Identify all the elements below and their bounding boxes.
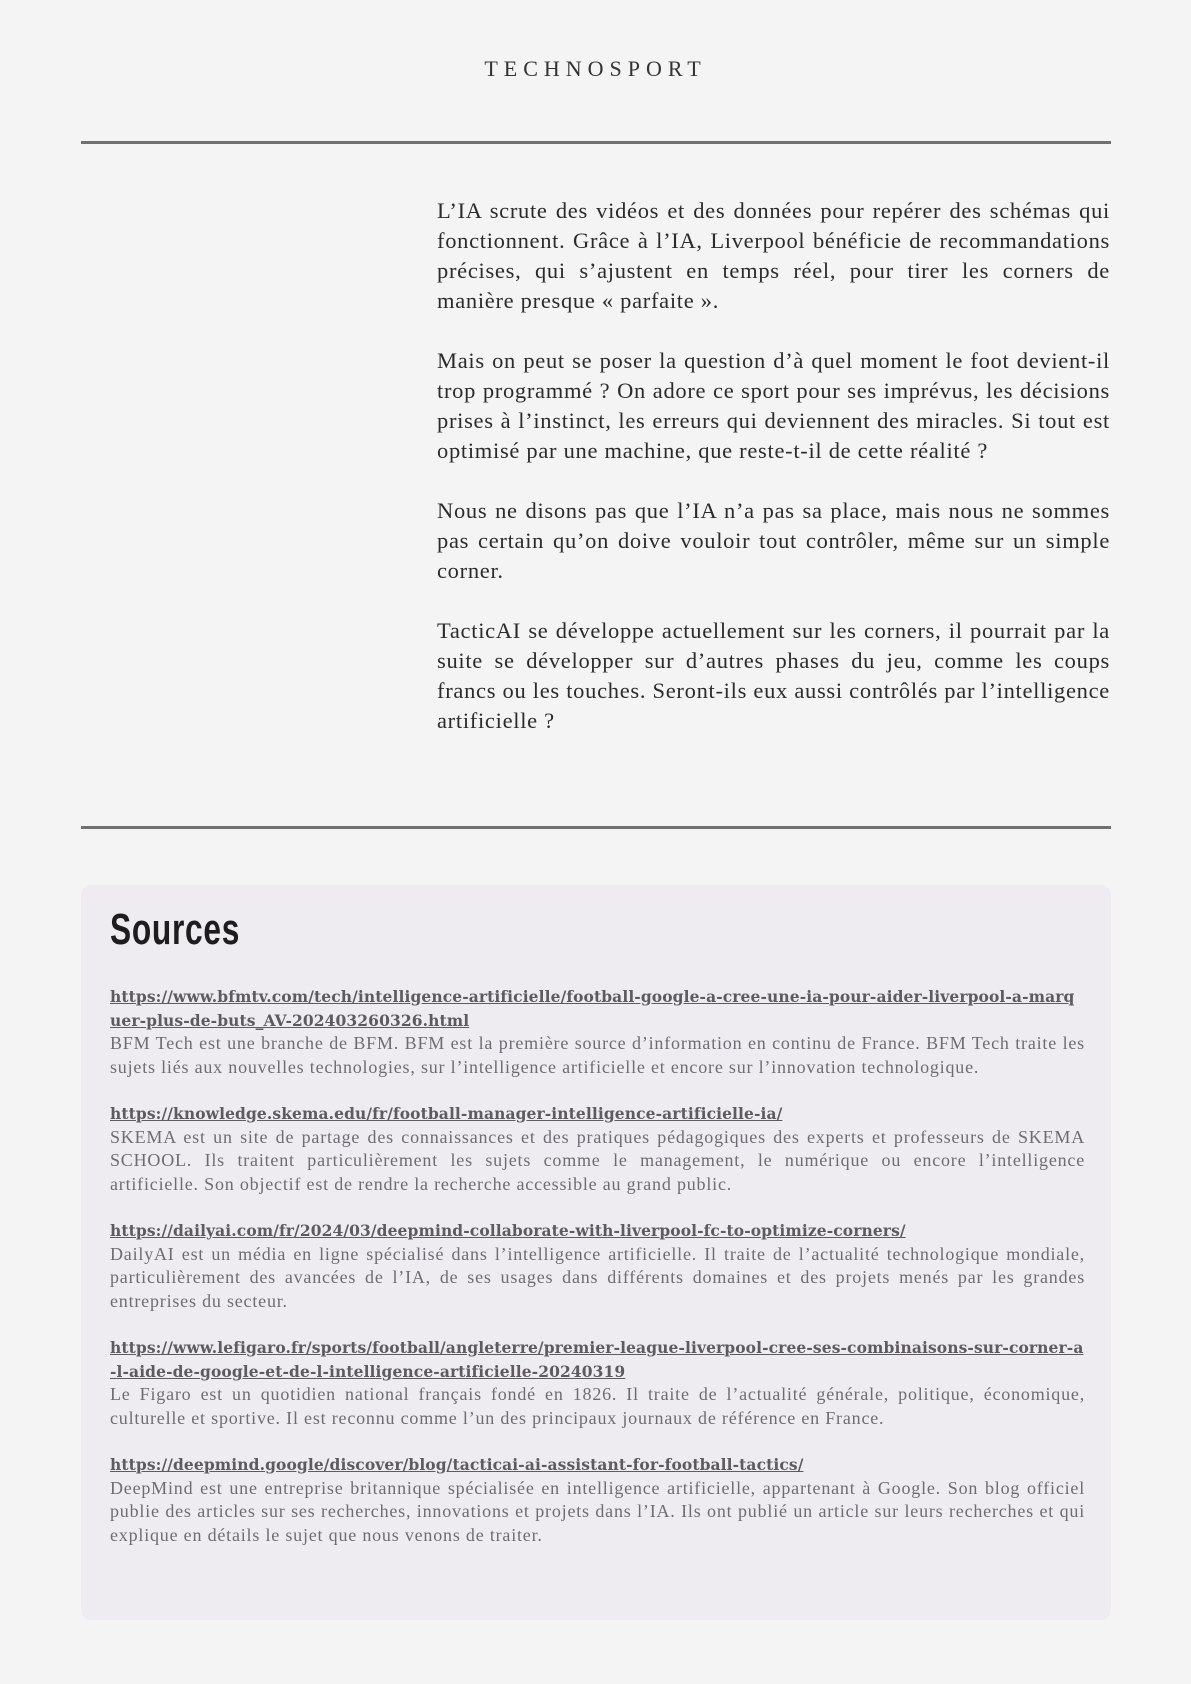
- source-link[interactable]: https://knowledge.skema.edu/fr/football-manager-intelligence-artificielle-ia/: [110, 1104, 783, 1123]
- source-item: [110, 985, 1085, 1079]
- article-body: [437, 196, 1110, 766]
- source-link[interactable]: https://www.lefigaro.fr/sports/football/angleterre/premier-league-liverpool-cree-ses-combinaisons-sur-corner-a-l-aide-de-google-et-de-l-intelligence-artificielle-20240319: [110, 1338, 1084, 1381]
- article-paragraph: Mais on peut se poser la question d’à quel moment le foot devient-il trop programmé ? On adore ce sport pour ses imprévus, les décisions prises à l’instinct, les erreurs qui deviennent des miracles. Si tout est optimisé par une machine, que reste-t-il de cette réalité ?: [437, 348, 1110, 463]
- sources-box: [81, 885, 1111, 1620]
- masthead: TECHNOSPORT: [484, 56, 707, 81]
- source-description: DeepMind est une entreprise britannique spécialisée en intelligence artificielle, appartenant à Google. Son blog officiel publie des articles sur ses recherches, innovations et projets dans l’IA. Ils ont publié un article sur leurs recherches et qui explique en détails le sujet que nous venons de traiter.: [110, 1477, 1085, 1545]
- source-link[interactable]: https://deepmind.google/discover/blog/tacticai-ai-assistant-for-football-tactics/: [110, 1455, 804, 1474]
- article-paragraph: Nous ne disons pas que l’IA n’a pas sa place, mais nous ne sommes pas certain qu’on doive vouloir tout contrôler, même sur un simple corner.: [437, 498, 1110, 583]
- bottom-divider: [81, 826, 1111, 829]
- source-description: BFM Tech est une branche de BFM. BFM est la première source d’information en continu de France. BFM Tech traite les sujets liés aux nouvelles technologies, sur l’intelligence artificielle et encore sur l’innovation technologique.: [110, 1033, 1085, 1077]
- sources-title: Sources: [110, 905, 241, 954]
- source-link[interactable]: https://www.bfmtv.com/tech/intelligence-artificielle/football-google-a-cree-une-ia-pour-aider-liverpool-a-marquer-plus-de-buts_AV-202403260326.html: [110, 987, 1075, 1030]
- source-item: [110, 1453, 1085, 1547]
- source-description: Le Figaro est un quotidien national français fondé en 1826. Il traite de l’actualité générale, politique, économique, culturelle et sportive. Il est reconnu comme l’un des principaux journaux de référence en France.: [110, 1384, 1085, 1428]
- sources-list: [110, 985, 1085, 1570]
- source-description: DailyAI est un média en ligne spécialisé dans l’intelligence artificielle. Il traite de l’actualité technologique mondiale, particulièrement des avancées de l’IA, de ses usages dans différents domaines et des projets menés par les grandes entreprises du secteur.: [110, 1243, 1085, 1311]
- source-item: [110, 1219, 1085, 1313]
- top-divider: [81, 141, 1111, 144]
- source-item: [110, 1336, 1085, 1430]
- article-paragraph: TacticAI se développe actuellement sur les corners, il pourrait par la suite se développer sur d’autres phases du jeu, comme les coups francs ou les touches. Seront-ils eux aussi contrôlés par l’intelligence artificielle ?: [437, 618, 1110, 733]
- article-paragraph: L’IA scrute des vidéos et des données pour repérer des schémas qui fonctionnent. Grâce à l’IA, Liverpool bénéficie de recommandations précises, qui s’ajustent en temps réel, pour tirer les corners de manière presque « parfaite ».: [437, 198, 1110, 313]
- source-item: [110, 1102, 1085, 1196]
- source-link[interactable]: https://dailyai.com/fr/2024/03/deepmind-collaborate-with-liverpool-fc-to-optimize-corners/: [110, 1221, 906, 1240]
- source-description: SKEMA est un site de partage des connaissances et des pratiques pédagogiques des experts et professeurs de SKEMA SCHOOL. Ils traitent particulièrement les sujets comme le management, le numérique ou encore l’intelligence artificielle. Son objectif est de rendre la recherche accessible au grand public.: [110, 1126, 1085, 1194]
